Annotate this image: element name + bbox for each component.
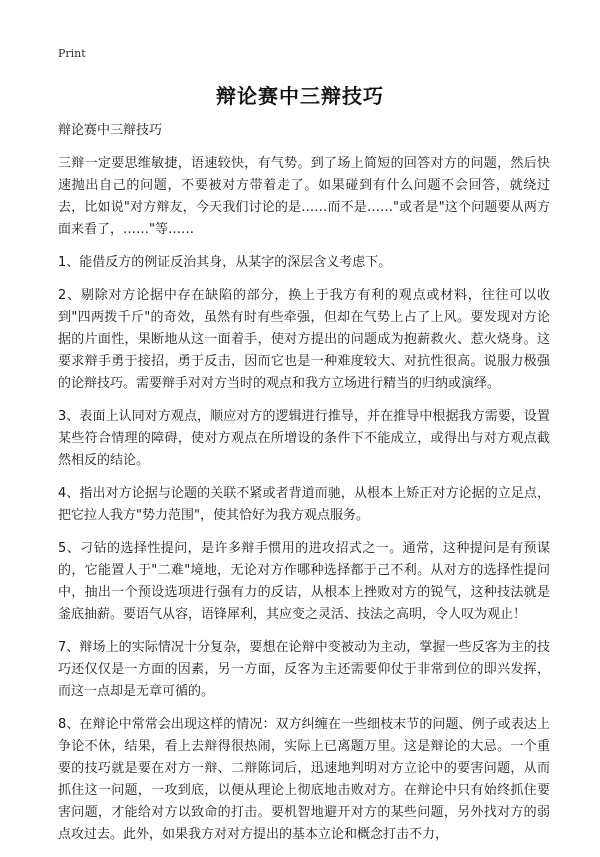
document-title: 辩论赛中三辩技巧 [216, 84, 384, 108]
paragraph-8: 8、在辩论中常常会出现这样的情况：双方纠缠在一些细枝末节的问题、例子或表达上争论不休，结果，看上去辩得很热闹，实际上已离题万里。这是辩论的大忌。一个重要的技巧就是要在对方一辩、二辩陈词后，迅速地判明对方立论中的要害问题，从而抓住这一问题，一攻到底，以便从理论上彻底地击败对方。在辩论中只有始终抓住要害问题，才能给对方以致命的打击。要机智地避开对方的某些问题，另外找对方的弱点攻过去。此外，如果我方对对方提出的基本立论和概念打击不力， [58, 717, 550, 842]
paragraph-3: 3、表面上认同对方观点，顺应对方的逻辑进行推导，并在推导中根据我方需要，设置某些符合情理的障碍，使对方观点在所增设的条件下不能成立，或得出与对方观点截然相反的结论。 [58, 409, 550, 468]
paragraph-4: 4、指出对方论据与论题的关联不紧或者背道而驰，从根本上矫正对方论据的立足点，把它拉人我方"势力范围"，使其恰好为我方观点服务。 [58, 486, 550, 523]
paragraph-2: 2、剔除对方论据中存在缺陷的部分，换上于我方有利的观点或材料，往往可以收到"四两拨千斤"的奇效，虽然有时有些牵强，但却在气势上占了上风。要发现对方论据的片面性，果断地从这一面着手，使对方提出的问题成为抱薪救火、惹火烧身。这要求辩手勇于接招，勇于反击，因而它也是一种难度较大、对抗性很高。说服力极强的论辩技巧。需要辩手对对方当时的观点和我方立场进行精当的归纳或演绎。 [58, 288, 550, 391]
print-label[interactable]: Print [58, 47, 86, 60]
document-body [58, 120, 550, 857]
document-subtitle: 辩论赛中三辩技巧 [58, 123, 163, 138]
paragraph-1: 1、能借反方的例证反治其身，从某字的深层含义考虑下。 [58, 255, 392, 270]
paragraph-5: 5、刁钻的选择性提问，是许多辩手惯用的进攻招式之一。通常，这种提问是有预谋的，它能置人于"二难"境地，无论对方作哪种选择都于己不利。从对方的选择性提问中，抽出一个预设选项进行强有力的反诘，从根本上挫败对方的锐气，这种技法就是釜底抽薪。要语气从容，语锋犀利，其应变之灵活、技法之高明，令人叹为观止！ [58, 541, 550, 622]
paragraph-7: 7、辩场上的实际情况十分复杂，要想在论辩中变被动为主动，掌握一些反客为主的技巧还仅仅是一方面的因素，另一方面，反客为主还需要仰仗于非常到位的即兴发挥，而这一点却是无章可循的。 [58, 640, 550, 699]
paragraph-intro: 三辩一定要思维敏捷，语速较快，有气势。到了场上简短的回答对方的问题，然后快速抛出自己的问题，不要被对方带着走了。如果碰到有什么问题不会回答，就绕过去，比如说"对方辩友，今天我们讨论的是……而不是……"或者是"这个问题要从两方面来看了，……"等…… [58, 156, 550, 237]
